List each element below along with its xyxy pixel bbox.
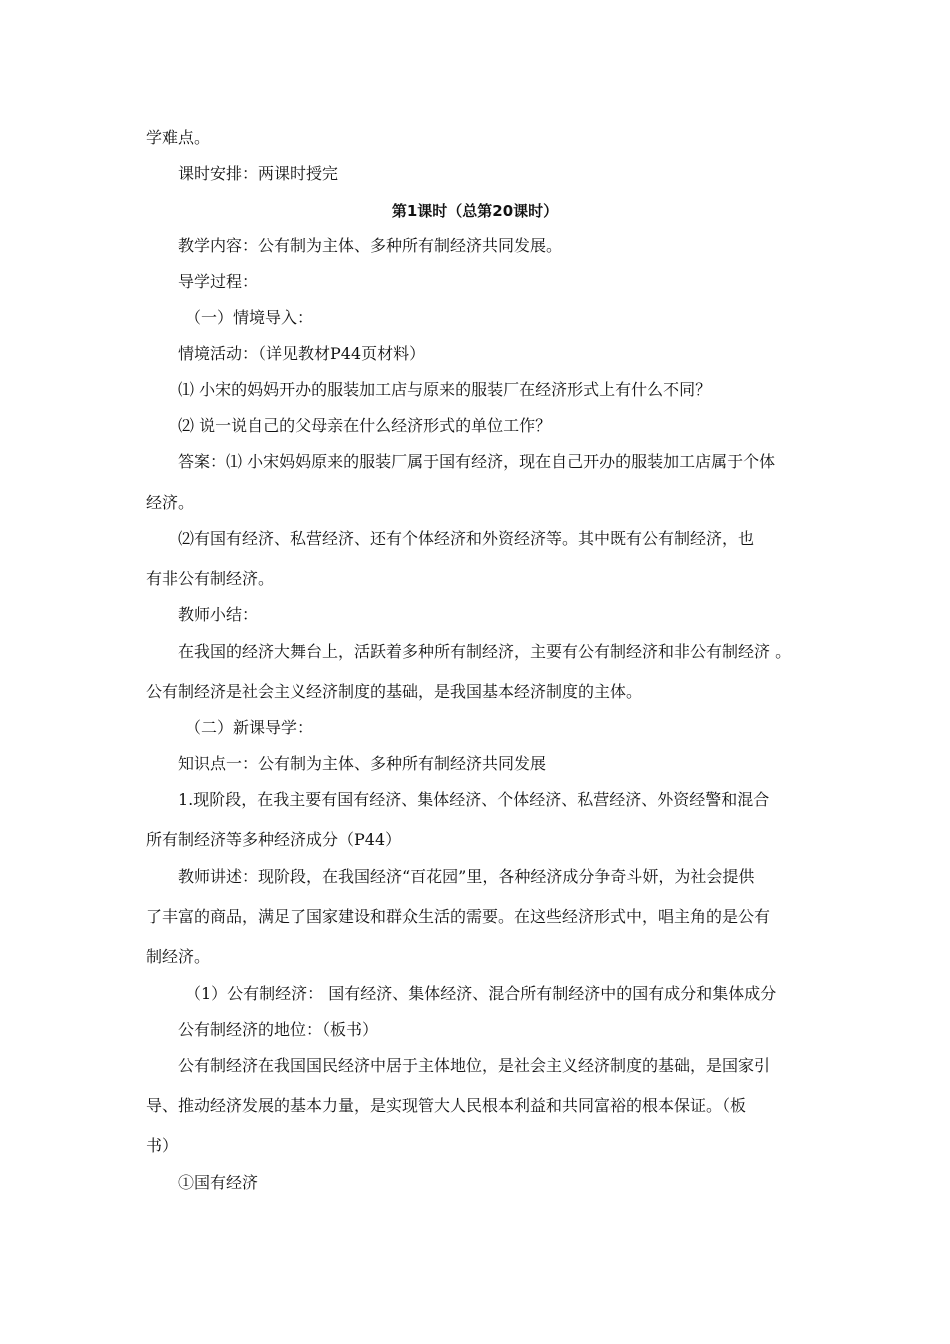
text-line: 有非公有制经济。 — [146, 569, 275, 588]
subsection-heading: （二）新课导学： — [185, 718, 314, 737]
lesson-schedule: 课时安排：两课时授完 — [178, 164, 339, 183]
text-line: 情境活动：（详见教材P44页材料） — [178, 344, 426, 363]
subsection-heading: （一）情境导入： — [185, 308, 314, 327]
guide-process-heading: 导学过程： — [178, 272, 259, 291]
text-line: 所有制经济等多种经济成分（P44） — [146, 830, 402, 849]
text-line: 1.现阶段，在我主要有国有经济、集体经济、个体经济、私营经济、外资经警和混合 — [178, 790, 770, 809]
question-item: ⑴ 小宋的妈妈开办的服装加工店与原来的服装厂在经济形式上有什么不同？ — [178, 380, 712, 399]
text-line: 了丰富的商品，满足了国家建设和群众生活的需要。在这些经济形式中，唱主角的是公有 — [146, 907, 771, 926]
text-line: （1）公有制经济： 国有经济、集体经济、混合所有制经济中的国有成分和集体成分 — [185, 984, 777, 1003]
answer-paragraph: ⑵有国有经济、私营经济、还有个体经济和外资经济等。其中既有公有制经济，也 — [178, 529, 755, 548]
question-item: ⑵ 说一说自己的父母亲在什么经济形式的单位工作？ — [178, 416, 552, 435]
text-line: 公有制经济的地位：（板书） — [178, 1020, 379, 1039]
text-line: 教师讲述：现阶段，在我国经济“百花园”里，各种经济成分争奇斗妍，为社会提供 — [178, 867, 755, 886]
text-line: 导、推动经济发展的基本力量，是实现管大人民根本利益和共同富裕的根本保证。（板 — [146, 1096, 747, 1115]
text-line: 学难点。 — [146, 128, 211, 147]
text-line: 公有制经济是社会主义经济制度的基础，是我国基本经济制度的主体。 — [146, 682, 643, 701]
answer-paragraph: 答案：⑴ 小宋妈妈原来的服装厂属于国有经济，现在自己开办的服装加工店属于个体 — [178, 452, 776, 471]
text-line: 制经济。 — [146, 947, 211, 966]
teaching-content: 教学内容：公有制为主体、多种所有制经济共同发展。 — [178, 236, 563, 255]
summary-paragraph: 在我国的经济大舞台上，活跃着多种所有制经济，主要有公有制经济和非公有制经济 。 — [178, 642, 792, 661]
summary-heading: 教师小结： — [178, 605, 259, 624]
text-line: 经济。 — [146, 493, 195, 512]
text-line: 公有制经济在我国国民经济中居于主体地位，是社会主义经济制度的基础，是国家引 — [178, 1056, 771, 1075]
list-item: ①国有经济 — [178, 1173, 259, 1192]
text-line: 书） — [146, 1136, 179, 1155]
section-title: 第1课时（总第20课时） — [391, 202, 559, 220]
knowledge-point-heading: 知识点一：公有制为主体、多种所有制经济共同发展 — [178, 754, 547, 773]
